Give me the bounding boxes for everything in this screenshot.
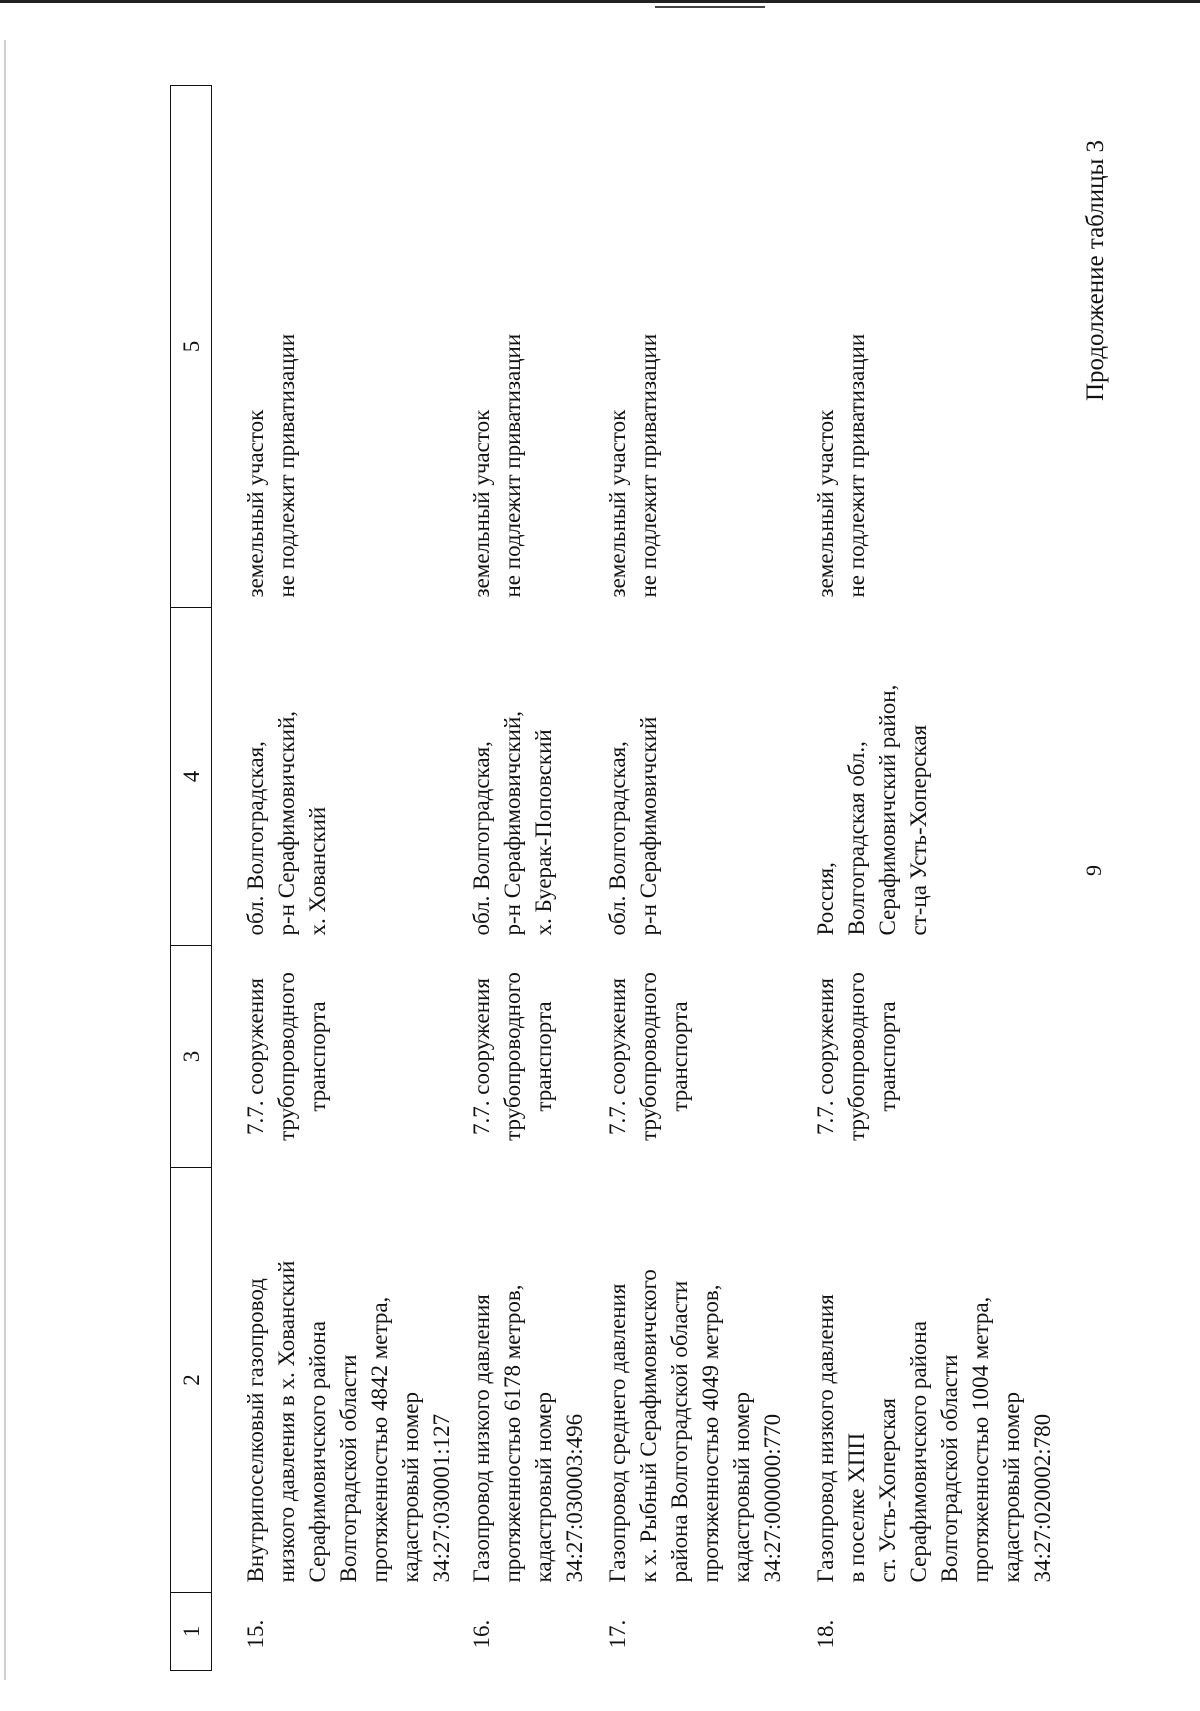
object-note (212, 86, 461, 608)
object-note (788, 86, 1058, 608)
object-address (590, 608, 788, 946)
object-name-line: кадастровый номер (729, 1392, 754, 1583)
row-number: 18. (813, 1619, 838, 1649)
object-note-line: не подлежит приватизации (500, 333, 525, 598)
object-note-line: земельный участок (605, 409, 630, 598)
object-address-line: р-н Серафимовичский (636, 716, 661, 936)
object-name-line: Волгоградской области (336, 1354, 361, 1583)
object-name-line: района Волгоградской области (667, 1280, 692, 1583)
row-number: 15. (243, 1619, 268, 1649)
page-number: 9 (1081, 865, 1106, 876)
table-row (590, 86, 788, 1671)
object-name (460, 1168, 590, 1593)
header-col-5: 5 (171, 86, 212, 608)
object-address-line: обл. Волгоградская, (605, 741, 630, 936)
object-type (590, 946, 788, 1168)
object-address-line: Волгоградская обл., (844, 741, 869, 936)
object-type-line: трубопроводного (500, 972, 525, 1141)
row-number: 17. (605, 1619, 630, 1649)
table-body (212, 86, 1059, 1671)
object-type-line: 7.7. сооружения (813, 978, 838, 1135)
object-name (212, 1168, 461, 1593)
object-type-line: 7.7. сооружения (469, 978, 494, 1135)
object-address-line: р-н Серафимовичский, (274, 710, 299, 936)
object-address (212, 608, 461, 946)
object-name-line: Газопровод низкого давления (469, 1294, 494, 1583)
object-name-line: к х. Рыбный Серафимовичского (636, 1269, 661, 1583)
object-note-line: земельный участок (469, 409, 494, 598)
object-name-line: Газопровод низкого давления (813, 1294, 838, 1583)
object-name-line: протяженностью 1004 метра, (968, 1296, 993, 1583)
object-name-line: протяженностью 4842 метра, (367, 1296, 392, 1583)
object-note-line: не подлежит приватизации (636, 333, 661, 598)
object-name-line: Волгоградской области (937, 1354, 962, 1583)
object-type-line: 7.7. сооружения (605, 978, 630, 1135)
property-table (170, 85, 1058, 1671)
object-note-line: земельный участок (813, 409, 838, 598)
object-name-line: протяженностью 4049 метров, (698, 1284, 723, 1583)
object-name-line: 34:27:020002:780 (1030, 1413, 1055, 1583)
object-name-line: кадастровый номер (999, 1392, 1024, 1583)
object-address (460, 608, 590, 946)
object-name-line: протяженностью 6178 метров, (500, 1284, 525, 1583)
object-type (460, 946, 590, 1168)
object-type (212, 946, 461, 1168)
object-type-line: транспорта (875, 1001, 900, 1112)
object-type-line: трубопроводного (844, 972, 869, 1141)
object-name-line: кадастровый номер (398, 1392, 423, 1583)
object-type-line: 7.7. сооружения (243, 978, 268, 1135)
table-row (212, 86, 461, 1671)
object-address-line: Серафимовичский район, (875, 684, 900, 936)
object-address-line: р-н Серафимовичский, (500, 710, 525, 936)
object-type-line: трубопроводного (274, 972, 299, 1141)
object-address-line: Россия, (813, 862, 838, 936)
object-note (590, 86, 788, 608)
table-row (460, 86, 590, 1671)
header-col-4: 4 (171, 608, 212, 946)
object-address-line: х. Хованский (305, 806, 330, 936)
object-type (788, 946, 1058, 1168)
object-name-line: в поселке ХПП (844, 1432, 869, 1583)
object-note-line: не подлежит приватизации (274, 333, 299, 598)
header-col-3: 3 (171, 946, 212, 1168)
object-name (590, 1168, 788, 1593)
object-address-line: ст-ца Усть-Хоперская (906, 724, 931, 936)
object-name-line: Серафимовичского района (305, 1321, 330, 1583)
table-continuation-label: Продолжение таблицы 3 (1082, 139, 1109, 401)
header-col-2: 2 (171, 1168, 212, 1593)
object-name-line: Газопровод среднего давления (605, 1283, 630, 1583)
object-note (460, 86, 590, 608)
object-name-line: ст. Усть-Хоперская (875, 1398, 900, 1583)
row-number: 16. (469, 1619, 494, 1649)
object-address (788, 608, 1058, 946)
object-name-line: Внутрипоселковый газопровод (243, 1278, 268, 1583)
object-name (788, 1168, 1058, 1593)
table-row (788, 86, 1058, 1671)
object-name-line: 34:27:030001:127 (429, 1413, 454, 1583)
object-type-line: транспорта (667, 1001, 692, 1112)
object-name-line: низкого давления в х. Хованский (274, 1260, 299, 1583)
object-name-line: 34:27:030003:496 (562, 1413, 587, 1583)
object-address-line: обл. Волгоградская, (469, 741, 494, 936)
object-name-line: 34:27:000000:770 (760, 1413, 785, 1583)
object-name-line: кадастровый номер (531, 1392, 556, 1583)
object-note-line: земельный участок (243, 409, 268, 598)
header-row (171, 86, 212, 1671)
object-name-line: Серафимовичского района (906, 1321, 931, 1583)
object-note-line: не подлежит приватизации (844, 333, 869, 598)
object-address-line: обл. Волгоградская, (243, 741, 268, 936)
object-address-line: х. Буерак-Поповский (531, 729, 556, 936)
object-type-line: транспорта (531, 1001, 556, 1112)
object-type-line: трубопроводного (636, 972, 661, 1141)
header-col-1: 1 (171, 1593, 212, 1671)
object-type-line: транспорта (305, 1001, 330, 1112)
table-header (171, 86, 212, 1671)
